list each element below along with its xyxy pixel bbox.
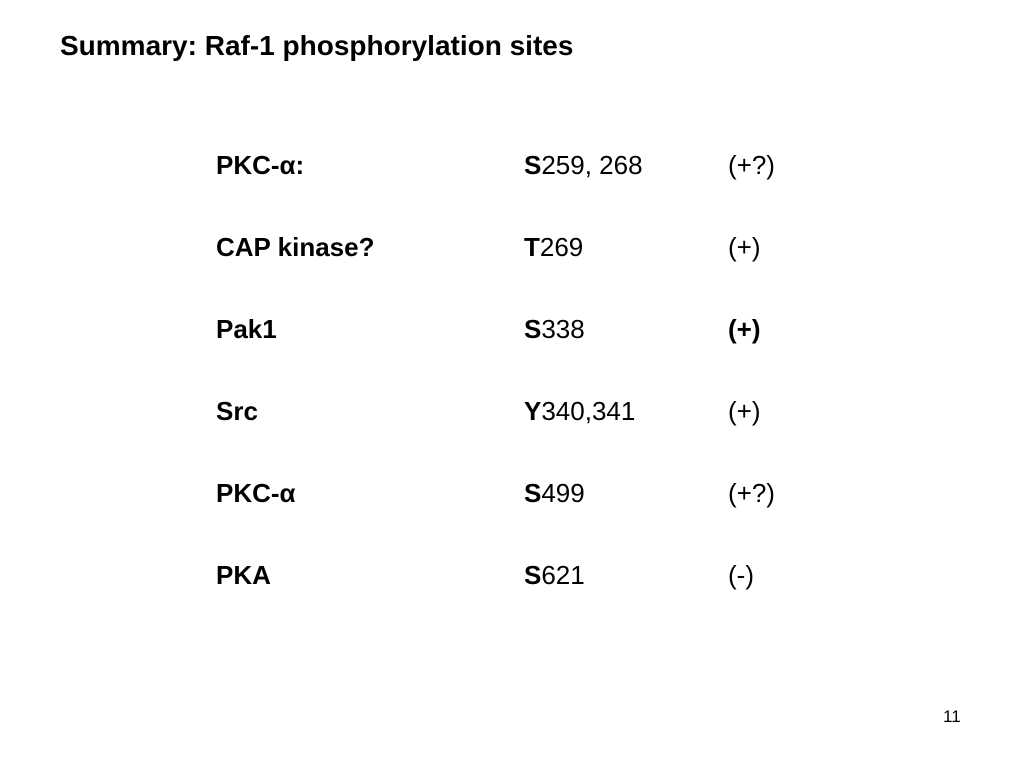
phosphorylation-site (524, 309, 585, 349)
kinase-name: PKC-α (216, 478, 296, 508)
effect-label: (+) (728, 232, 761, 262)
residue-letter: Y (524, 396, 542, 426)
site-row (216, 145, 856, 227)
site-row (216, 391, 856, 473)
site-row (216, 555, 856, 637)
effect-label: (+) (728, 396, 761, 426)
residue-letter: S (524, 478, 542, 508)
phosphorylation-site (524, 227, 583, 267)
phosphorylation-site (524, 145, 643, 185)
residue-position: 269 (539, 232, 584, 262)
kinase-name: Pak1 (216, 314, 277, 344)
kinase-name: PKC-α: (216, 150, 305, 180)
kinase-name: Src (216, 396, 258, 426)
site-row (216, 227, 856, 309)
residue-position: 340,341 (541, 396, 636, 426)
phosphorylation-site (524, 473, 585, 513)
residue-letter: S (524, 314, 542, 344)
slide-title: Summary: Raf-1 phosphorylation sites (60, 30, 574, 61)
residue-letter: S (524, 560, 542, 590)
residue-position: 499 (541, 478, 585, 508)
page-number: 11 (943, 707, 961, 726)
site-row (216, 309, 856, 391)
effect-label: (+?) (728, 478, 775, 508)
kinase-name: CAP kinase? (216, 232, 375, 262)
residue-letter: S (524, 150, 542, 180)
effect-label: (+?) (728, 150, 775, 180)
residue-letter: T (524, 232, 540, 262)
phosphorylation-site (524, 555, 585, 595)
residue-position: 259, 268 (541, 150, 643, 180)
residue-position: 621 (541, 560, 585, 590)
effect-label: (-) (728, 560, 754, 590)
phosphorylation-sites-table (216, 145, 856, 637)
phosphorylation-site (524, 391, 635, 431)
effect-label: (+) (728, 314, 761, 344)
site-row (216, 473, 856, 555)
residue-position: 338 (541, 314, 585, 344)
kinase-name: PKA (216, 560, 271, 590)
